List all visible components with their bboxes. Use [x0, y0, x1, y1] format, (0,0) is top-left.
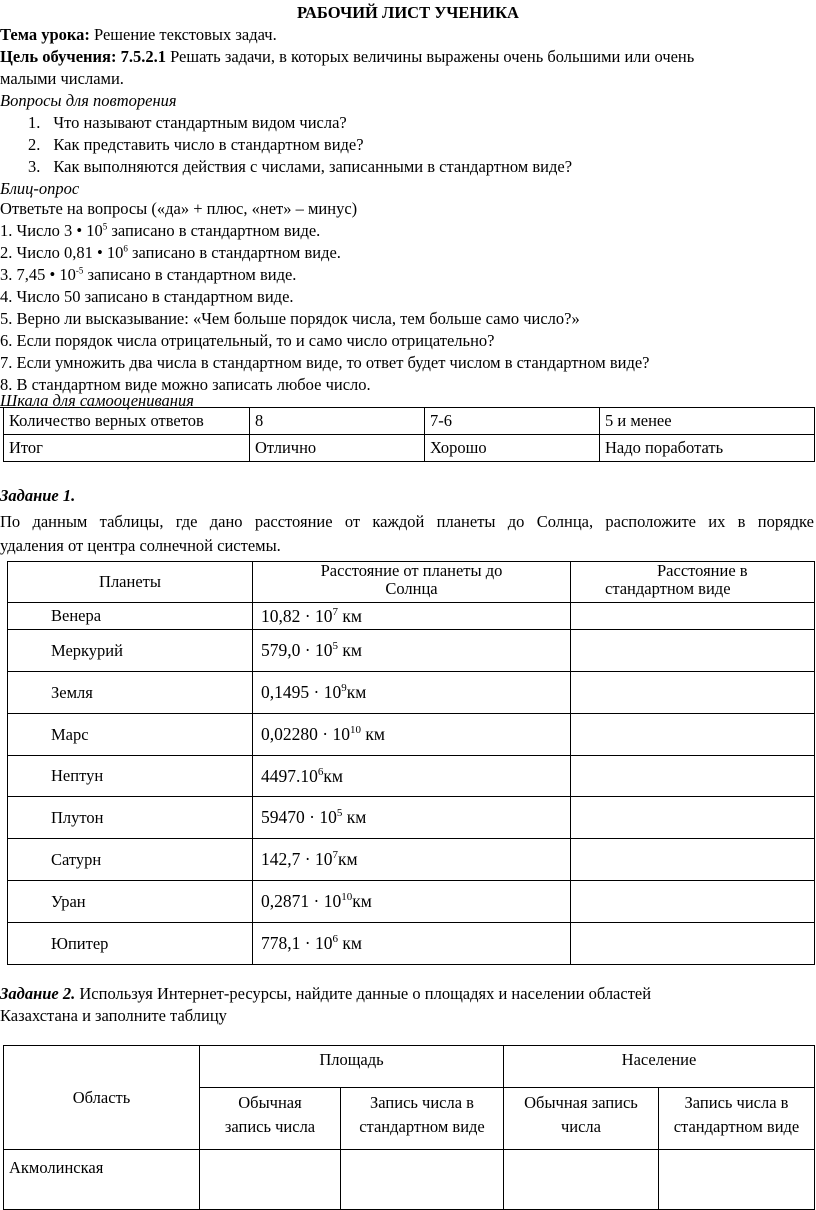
planet-name: Сатурн: [8, 839, 253, 881]
unit: км: [352, 891, 372, 911]
answer-cell[interactable]: [571, 881, 815, 923]
header-text: стандартном виде: [359, 1117, 485, 1136]
table-cell: 5 и менее: [600, 408, 815, 435]
review-item-number: 1.: [28, 113, 41, 132]
question-text: 3. 7,45 • 10: [0, 265, 76, 284]
answer-cell[interactable]: [504, 1150, 659, 1210]
answer-cell[interactable]: [200, 1150, 341, 1210]
table-row: [4, 435, 815, 462]
table-cell: 7-6: [425, 408, 600, 435]
planet-distance: [253, 756, 571, 797]
answer-cell[interactable]: [571, 714, 815, 756]
review-item-text: Как представить число в стандартном виде?: [53, 135, 364, 154]
header-text: Запись числа в: [370, 1093, 474, 1112]
scale-heading: Шкала для самооценивания: [0, 391, 194, 410]
question-text: записано в стандартном виде.: [83, 265, 297, 284]
mantissa: 59470 · 10: [261, 807, 337, 827]
question-text: 2. Число 0,81 • 10: [0, 243, 124, 262]
topic-value: Решение текстовых задач.: [94, 25, 277, 44]
goal-line: [0, 46, 812, 68]
exponent: 6: [332, 933, 338, 946]
planet-distance: [253, 603, 571, 630]
planet-name: Плутон: [8, 797, 253, 839]
exponent: 7: [332, 849, 338, 862]
subheader-ordinary: [200, 1088, 341, 1150]
task2-text: Используя Интернет-ресурсы, найдите данные о площадях и населении областей: [79, 984, 652, 1003]
blitz-question-2: [0, 242, 341, 264]
blitz-question-5: 5. Верно ли высказывание: «Чем больше порядок числа, тем больше само число?»: [0, 309, 580, 328]
regions-table: [3, 1045, 815, 1210]
exponent: 5: [102, 221, 108, 232]
exponent: 7: [332, 605, 338, 618]
planet-distance: [253, 923, 571, 965]
table-row: [8, 839, 815, 881]
blitz-question-6: 6. Если порядок числа отрицательный, то и само число отрицательно?: [0, 331, 495, 350]
blitz-question-8: 8. В стандартном виде можно записать любое число.: [0, 375, 371, 394]
table-row: [8, 630, 815, 672]
planet-name: Юпитер: [8, 923, 253, 965]
table-cell: Итог: [4, 435, 250, 462]
header-text: Солнца: [385, 579, 438, 598]
planet-name: Нептун: [8, 756, 253, 797]
table-row: [4, 408, 815, 435]
table-header-row: [8, 562, 815, 603]
header-text: числа: [560, 1117, 601, 1136]
table-row: [8, 603, 815, 630]
header-planets: Планеты: [8, 562, 253, 603]
review-item-number: 3.: [28, 157, 41, 176]
planet-name: Марс: [8, 714, 253, 756]
answer-cell[interactable]: [571, 756, 815, 797]
unit: км: [360, 724, 385, 744]
mantissa: 0,2871 · 10: [261, 891, 342, 911]
exponent: 5: [336, 807, 343, 820]
unit: км: [337, 605, 362, 626]
table-cell: Хорошо: [425, 435, 600, 462]
blitz-instruction: Ответьте на вопросы («да» + плюс, «нет» – минус): [0, 199, 358, 218]
planets-table: [7, 561, 815, 965]
planet-distance: [253, 881, 571, 923]
blitz-question-4: 4. Число 50 записано в стандартном виде.: [0, 287, 294, 306]
mantissa: 0,02280 · 10: [261, 724, 350, 744]
header-area: Площадь: [200, 1046, 504, 1088]
blitz-question-1: [0, 220, 320, 242]
goal-text-line1: Решать задачи, в которых величины выражены очень большими или очень: [170, 47, 695, 66]
task2-heading: Задание 2.: [0, 984, 76, 1003]
review-heading: Вопросы для повторения: [0, 91, 177, 110]
unit: км: [337, 849, 358, 869]
table-row: [8, 714, 815, 756]
header-text: запись числа: [224, 1117, 316, 1136]
planet-name: Земля: [8, 672, 253, 714]
table-cell: 8: [250, 408, 425, 435]
goal-code: 7.5.2.1: [120, 47, 166, 66]
table-header-row: [4, 1046, 815, 1088]
self-assessment-table: [3, 407, 815, 462]
answer-cell[interactable]: [571, 797, 815, 839]
exponent: -5: [75, 265, 84, 276]
task1-heading: Задание 1.: [0, 486, 76, 505]
table-cell: Надо поработать: [600, 435, 815, 462]
header-text: Обычная запись: [524, 1093, 638, 1112]
subheader-ordinary: [504, 1088, 659, 1150]
review-item-number: 2.: [28, 135, 41, 154]
review-item: [28, 134, 364, 156]
exponent: 9: [341, 682, 347, 695]
question-text: записано в стандартном виде.: [127, 243, 341, 262]
task1-text-line1: По данным таблицы, где дано расстояние от каждой планеты до Солнца, расположите их в порядке: [0, 512, 814, 531]
answer-cell[interactable]: [571, 923, 815, 965]
topic-line: [0, 24, 277, 46]
answer-cell[interactable]: [571, 603, 815, 630]
review-item-text: Что называют стандартным видом числа?: [53, 113, 347, 132]
table-row: [8, 923, 815, 965]
planet-name: Венера: [8, 603, 253, 630]
table-row: [8, 881, 815, 923]
exponent: 10: [341, 891, 353, 904]
exponent: 6: [123, 243, 128, 254]
header-population: Население: [504, 1046, 815, 1088]
blitz-question-7: 7. Если умножить два числа в стандартном виде, то ответ будет числом в стандартном виде?: [0, 353, 650, 372]
planet-distance: [253, 714, 571, 756]
header-text: Расстояние от планеты до: [320, 561, 503, 580]
header-text: Расстояние в: [657, 561, 748, 580]
unit: км: [342, 807, 367, 827]
answer-cell[interactable]: [571, 839, 815, 881]
topic-label: Тема урока:: [0, 25, 90, 44]
goal-text-line2: малыми числами.: [0, 69, 124, 88]
planet-name: Уран: [8, 881, 253, 923]
planet-distance: [253, 797, 571, 839]
header-text: стандартном виде: [605, 579, 731, 598]
table-cell: Отлично: [250, 435, 425, 462]
goal-label: Цель обучения:: [0, 47, 117, 66]
header-text: Запись числа в: [684, 1093, 789, 1112]
table-row: [4, 1150, 815, 1210]
review-item: [28, 112, 347, 134]
table-cell: Количество верных ответов: [4, 408, 250, 435]
task2-text-line2: Казахстана и заполните таблицу: [0, 1006, 227, 1025]
mantissa: 10,82 · 10: [261, 605, 333, 626]
table-row: [8, 756, 815, 797]
planet-distance: [253, 839, 571, 881]
table-row: [8, 797, 815, 839]
planet-distance: [253, 630, 571, 672]
question-text: 1. Число 3 • 10: [0, 221, 103, 240]
task1-text-line2: удаления от центра солнечной системы.: [0, 536, 281, 555]
exponent: 10: [349, 724, 361, 737]
planet-name: Меркурий: [8, 630, 253, 672]
exponent: 6: [317, 765, 324, 778]
header-text: Обычная: [238, 1093, 302, 1112]
header-region: Область: [4, 1046, 200, 1150]
header-text: стандартном виде: [673, 1117, 800, 1136]
subheader-standard: [659, 1088, 815, 1150]
answer-cell[interactable]: [571, 672, 815, 714]
review-item-text: Как выполняются действия с числами, записанными в стандартном виде?: [53, 157, 573, 176]
mantissa: 778,1 · 10: [261, 933, 333, 953]
mantissa: 4497.10: [261, 765, 318, 786]
unit: км: [323, 765, 343, 786]
subheader-standard: [341, 1088, 504, 1150]
table-row: [8, 672, 815, 714]
header-standard: [571, 562, 815, 603]
unit: км: [337, 640, 362, 660]
question-text: записано в стандартном виде.: [107, 221, 321, 240]
exponent: 5: [332, 640, 338, 653]
blitz-question-3: [0, 264, 296, 286]
mantissa: 579,0 · 10: [261, 640, 333, 660]
page-title: РАБОЧИЙ ЛИСТ УЧЕНИКА: [297, 3, 519, 22]
answer-cell[interactable]: [659, 1150, 815, 1210]
unit: км: [346, 682, 367, 702]
answer-cell[interactable]: [571, 630, 815, 672]
blitz-heading: Блиц-опрос: [0, 179, 80, 198]
review-item: [28, 156, 572, 178]
planet-distance: [253, 672, 571, 714]
mantissa: 142,7 · 10: [261, 849, 333, 869]
header-distance: [253, 562, 571, 603]
region-name: Акмолинская: [4, 1150, 200, 1210]
task2-line1: [0, 983, 651, 1005]
mantissa: 0,1495 · 10: [261, 682, 342, 702]
unit: км: [337, 933, 362, 953]
answer-cell[interactable]: [341, 1150, 504, 1210]
